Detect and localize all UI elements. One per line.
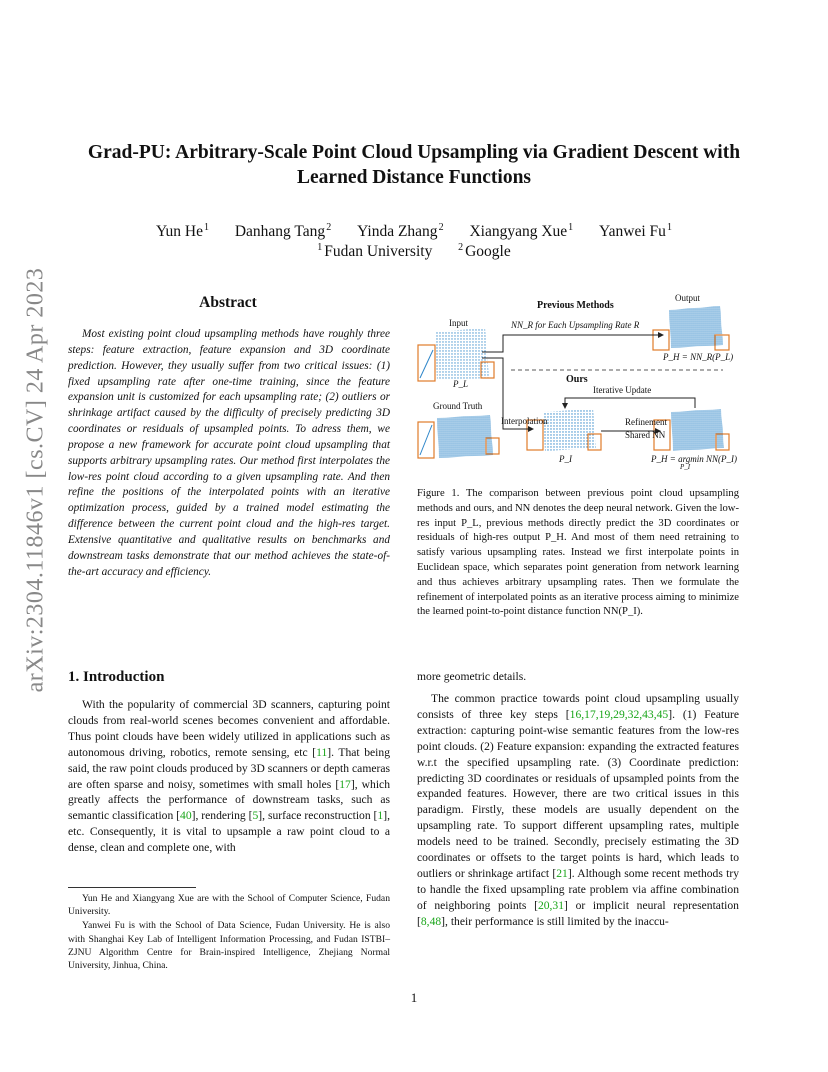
author-sup: 1 [666,222,672,233]
figure-1 [415,290,745,475]
affiliation: Google [465,243,511,260]
citation-link[interactable]: 11 [316,745,328,759]
ground-truth-point-cloud [418,415,499,458]
previous-arrow [482,335,663,352]
citation-link[interactable]: 16,17,19,29,32,43,45 [569,707,669,721]
input-point-cloud [418,328,494,381]
affiliation: Fudan University [324,243,433,260]
text-span: With the popularity of commercial 3D scanners, capturing point clouds from real-world scenes becomes convenient and affordable. Thus point clouds have been widely utilized in applications such as autonomous driving, robotics, remote sensing, etc [ [68,698,390,759]
previous-methods-label: Previous Methods [537,300,614,311]
text-span: ], which greatly affects the performance of downstream tasks, such as semantic classification [ [68,777,390,823]
citation-link[interactable]: 40 [180,809,192,823]
affiliations [70,238,758,262]
page-number: 1 [410,990,418,1005]
author-name: Danhang Tang [234,223,326,240]
author-sup: 2 [438,222,444,233]
ours-label: Ours [566,374,588,385]
text-span: ]. (1) Feature extraction: capturing point-wise semantic features from the low-res point clouds. (2) Feature expansion: expanding the extracted features w.r.t the specified upsampling rate. (3) Coordinate prediction: predicting 3D coordinates or residuals of upsampled points from the expanded features. However, there are two critical issues in this paradigm. Firstly, these models are usually dependent on the upsampling rate. To support different upsampling rates, multiple models need to be trained. Secondly, precisely estimating the 3D coordinates or offsets to the target points is hard, which leads to outliers or shrinkage artifact [ [417,707,739,880]
text-span: ]. Although some recent methods try to handle the fixed upsampling rate problem via affine combination of neighboring points [ [417,866,739,912]
abstract-text: Most existing point cloud upsampling methods have roughly three steps: feature extraction, feature expansion and 3D coordinate prediction. However, they usually suffer from two critical issues: (1) fixed upsampling rate after one-time training, since the feature expansion unit is customized for each upsampling rate; (2) outliers or shrinkage artifact caused by the difficulty of precisely predicting 3D coordinates or residuals of upsampled points. To adress them, we propose a new framework for accurate point cloud upsampling that supports arbitrary upsampling rates. Our method first interpolates the low-res point cloud according to a given upsampling rate. And then refine the positions of the interpolated points with an iterative optimization process, guided by a trained model estimating the difference between the current point cloud and the high-res target. Extensive quantitative and qualitative results on benchmarks and downstream tasks demonstrate that our method achieves the state-of-the-art accuracy and efficiency. [68,328,390,578]
title-line-2: Learned Distance Functions [297,167,531,188]
text-span: ], rendering [ [191,809,253,823]
shared-nn-label: Shared NN [625,430,666,440]
ph-argmin-label: P_H = argmin NN(P_I) [651,454,737,464]
footnote-2: Yanwei Fu is with the School of Data Science, Fudan University. He is also with Shanghai Key Lab of Intelligent Information Processing, and Fudan ISTBI–ZJNU Algorithm Centre for Brain-inspired Intelligence, Zhejiang Normal University, Jinhua, China. [68,920,390,972]
author-sup: 2 [326,222,332,233]
right-column-continuation: more geometric details. [417,670,527,683]
affil-sup: 1 [317,242,323,253]
arxiv-sidebar [22,267,49,693]
figure-caption: Figure 1. The comparison between previous point cloud upsampling methods and ours, and NN denotes the deep neural network. Given the low-res input P_L, previous methods directly predict the 3D coordinates or residuals of high-res output P_H. And most of them need retraining to satisfy various upsampling rates. Instead we first interpolate points in Euclidean space, which separates point generation from network learning and thus achieves arbitrary upsampling rates. Then we formulate the refinement of interpolated points as an iterative process aiming to minimize the learned point-to-point distance function NN(P_I). [417,488,739,618]
output-label: Output [675,293,701,303]
text-span: ]. That being said, the raw point clouds produced by 3D scanners or depth cameras are often sparse and noisy, sometimes with small holes [ [68,745,390,791]
citation-link[interactable]: 17 [339,777,351,791]
citation-link[interactable]: 21 [556,866,568,880]
pl-label: P_L [453,379,469,389]
abstract-heading: Abstract [199,294,257,311]
nn-label: NN_R for Each Upsampling Rate R [511,320,640,330]
author-name: Yinda Zhang [357,223,438,240]
intro-paragraph-1 [68,697,390,856]
text-span: ], etc. Consequently, it is vital to upsample a raw point cloud to a dense, clean and complete one, with [68,809,390,855]
text-span: ], their performance is still limited by the inaccu- [441,914,669,928]
argmin-subscript: P_I [680,463,691,471]
citation-link[interactable]: 5 [252,809,259,823]
section-heading-introduction: 1. Introduction [68,669,165,685]
affil-sup: 2 [458,242,464,253]
paper-title [70,140,758,190]
text-span: ], surface reconstruction [ [258,809,378,823]
author-name: Yun He [156,223,203,240]
footnotes [68,892,390,973]
citation-link[interactable]: 20,31 [537,898,565,912]
ground-truth-label: Ground Truth [433,401,483,411]
refinement-label: Refinement [625,417,667,427]
iterative-update-arrow [565,398,695,408]
text-span: The common practice towards point cloud upsampling usually consists of three key steps [ [417,692,739,721]
title-line-1: Grad-PU: Arbitrary-Scale Point Cloud Upsampling via Gradient Descent with [87,142,741,163]
ph-equation: P_H = NN_R(P_L) [663,352,734,362]
text-span: ] or implicit neural representation [ [417,898,739,928]
intro-paragraph-2 [417,691,739,930]
author-name: Xiangyang Xue [469,223,568,240]
arxiv-id: arXiv:2304.11846v1 [cs.CV] 24 Apr 2023 [22,267,49,693]
author-sup: 1 [568,222,574,233]
iterative-update-label: Iterative Update [593,385,652,395]
citation-link[interactable]: 8,48 [420,914,442,928]
footnote-1: Yun He and Xiangyang Xue are with the School of Computer Science, Fudan University. [68,893,390,918]
author-sup: 1 [203,222,209,233]
footnote-rule [68,887,196,888]
author-name: Yanwei Fu [599,223,666,240]
interpolation-label: Interpolation [501,416,548,426]
refined-point-cloud [654,409,729,451]
input-label: Input [449,318,468,328]
citation-link[interactable]: 1 [377,809,384,823]
pi-label: P_I [559,454,572,464]
output-point-cloud [653,306,729,350]
